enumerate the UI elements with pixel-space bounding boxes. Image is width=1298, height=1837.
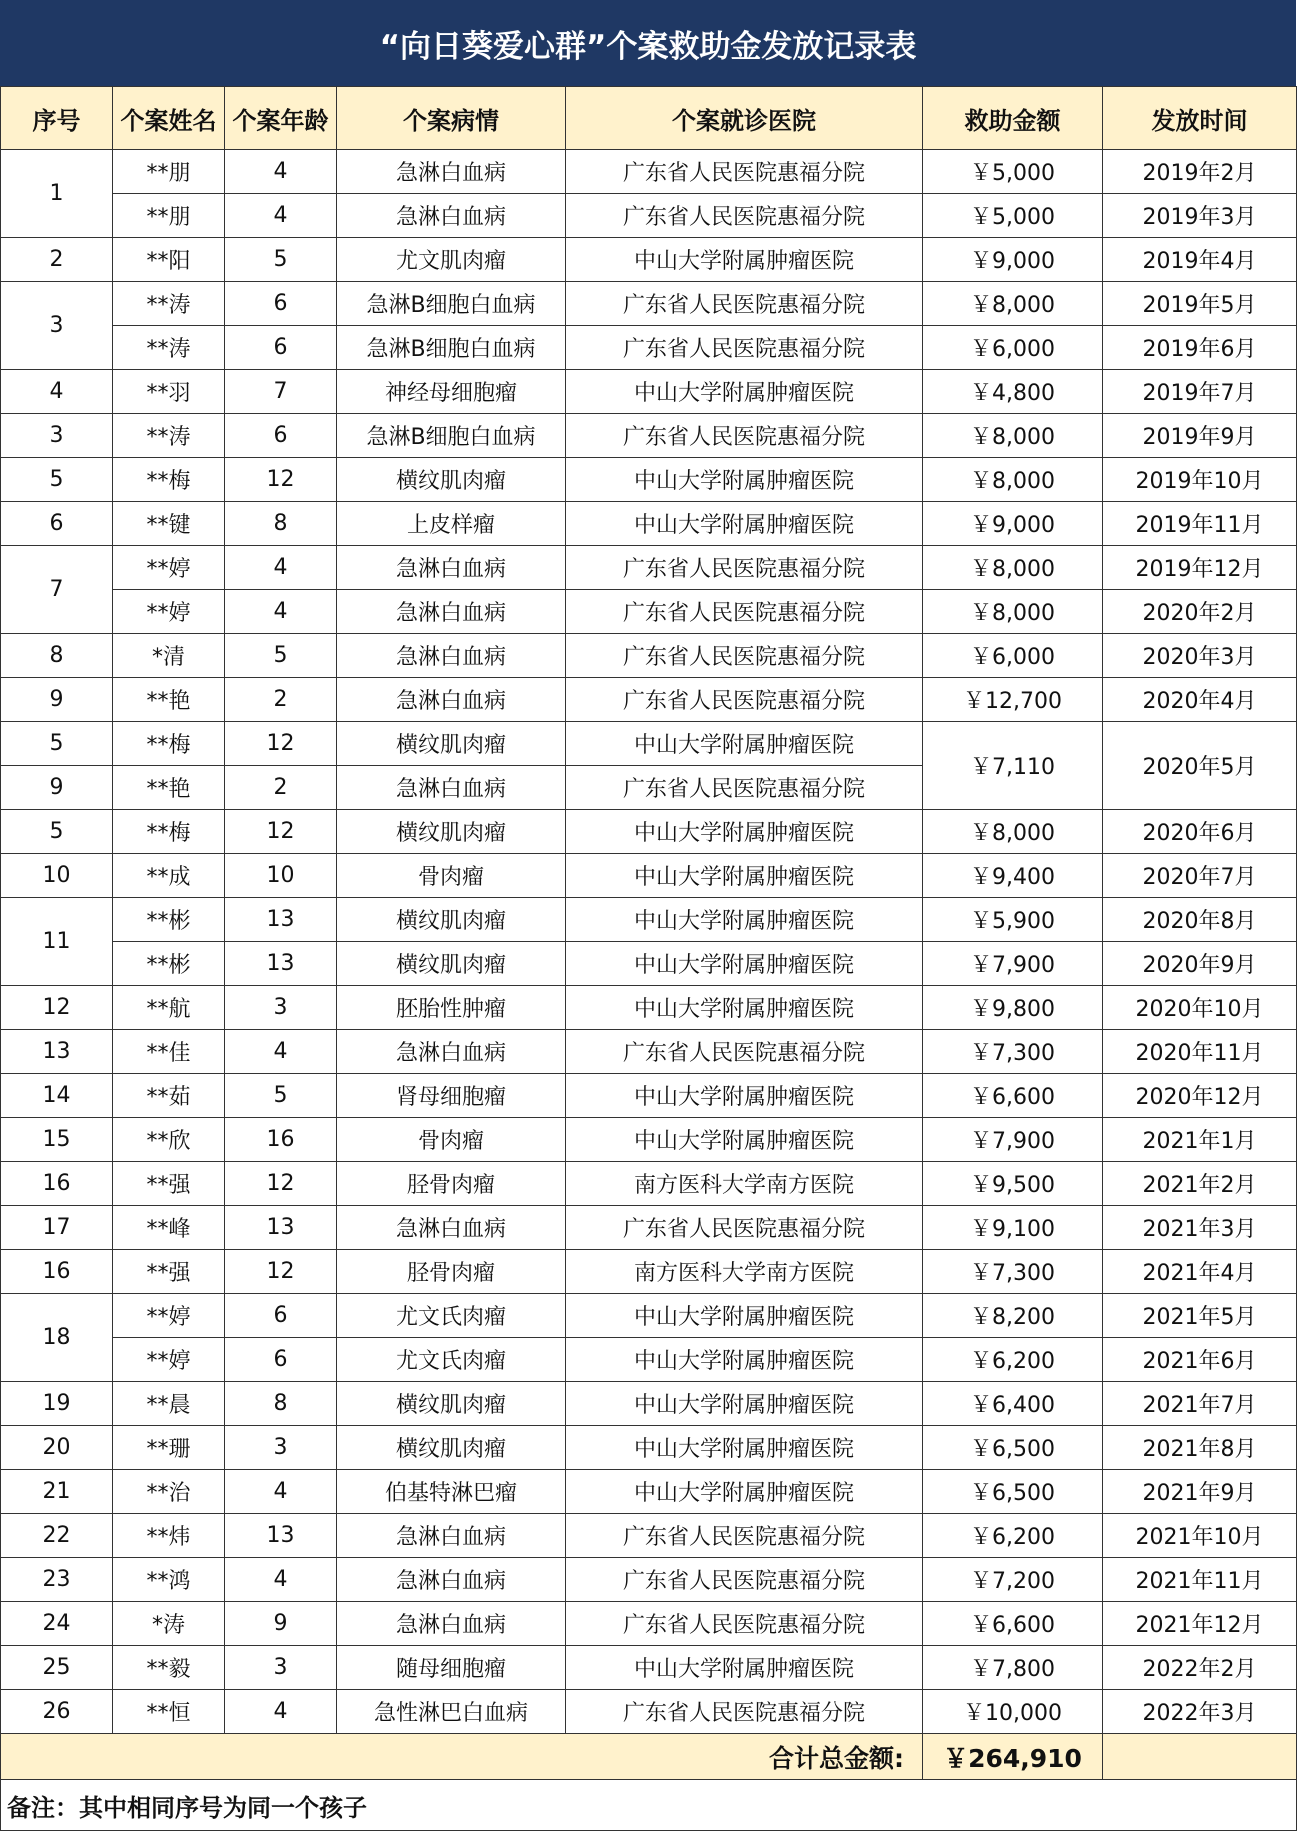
cell-name: **朋 [113,194,225,238]
table-row [1,1162,1297,1206]
cell-illness: 急淋白血病 [337,150,566,194]
cell-age: 4 [225,194,337,238]
cell-date: 2020年10月 [1103,986,1297,1030]
cell-seq: 13 [1,1030,113,1074]
cell-hospital: 广东省人民医院惠福分院 [566,1514,923,1558]
cell-illness: 骨肉瘤 [337,1118,566,1162]
cell-date: 2019年11月 [1103,502,1297,546]
table-row [1,1426,1297,1470]
cell-date: 2021年10月 [1103,1514,1297,1558]
table-row [1,898,1297,942]
cell-seq: 10 [1,854,113,898]
cell-date: 2021年2月 [1103,1162,1297,1206]
cell-age: 6 [225,414,337,458]
cell-date: 2020年9月 [1103,942,1297,986]
cell-illness: 急淋白血病 [337,546,566,590]
cell-illness: 急淋白血病 [337,678,566,722]
cell-date: 2019年12月 [1103,546,1297,590]
header-date: 发放时间 [1103,87,1297,150]
cell-age: 4 [225,590,337,634]
cell-illness: 急淋白血病 [337,1206,566,1250]
sheet-title: “向日葵爱心群”个案救助金发放记录表 [0,0,1296,86]
cell-age: 12 [225,1250,337,1294]
cell-seq: 8 [1,634,113,678]
cell-hospital: 中山大学附属肿瘤医院 [566,986,923,1030]
cell-date: 2019年3月 [1103,194,1297,238]
cell-illness: 急性淋巴白血病 [337,1690,566,1734]
cell-age: 9 [225,1602,337,1646]
cell-amount: ￥6,400 [923,1382,1103,1426]
cell-hospital: 广东省人民医院惠福分院 [566,1030,923,1074]
cell-illness: 伯基特淋巴瘤 [337,1470,566,1514]
cell-illness: 横纹肌肉瘤 [337,1426,566,1470]
cell-amount: ￥7,300 [923,1030,1103,1074]
cell-name: **治 [113,1470,225,1514]
cell-amount: ￥7,900 [923,942,1103,986]
table-row [1,546,1297,590]
table-row [1,458,1297,502]
cell-illness: 急淋白血病 [337,634,566,678]
cell-illness: 尤文氏肉瘤 [337,1294,566,1338]
cell-age: 16 [225,1118,337,1162]
cell-hospital: 广东省人民医院惠福分院 [566,766,923,810]
cell-hospital: 中山大学附属肿瘤医院 [566,370,923,414]
cell-seq: 9 [1,766,113,810]
cell-seq: 9 [1,678,113,722]
table-row [1,502,1297,546]
table-row [1,1206,1297,1250]
cell-hospital: 中山大学附属肿瘤医院 [566,854,923,898]
cell-date: 2019年5月 [1103,282,1297,326]
cell-amount: ￥6,600 [923,1074,1103,1118]
cell-hospital: 广东省人民医院惠福分院 [566,634,923,678]
cell-date: 2019年9月 [1103,414,1297,458]
cell-date: 2020年12月 [1103,1074,1297,1118]
header-row [1,87,1297,150]
footnote: 备注：其中相同序号为同一个孩子 [1,1780,1297,1831]
table-row [1,150,1297,194]
cell-hospital: 中山大学附属肿瘤医院 [566,1074,923,1118]
cell-seq: 25 [1,1646,113,1690]
table-row [1,370,1297,414]
header-hospital: 个案就诊医院 [566,87,923,150]
cell-illness: 横纹肌肉瘤 [337,810,566,854]
cell-name: **炜 [113,1514,225,1558]
table-row [1,634,1297,678]
cell-seq: 4 [1,370,113,414]
cell-age: 12 [225,458,337,502]
cell-name: **彬 [113,898,225,942]
cell-illness: 横纹肌肉瘤 [337,1382,566,1426]
cell-date: 2021年4月 [1103,1250,1297,1294]
cell-date: 2020年7月 [1103,854,1297,898]
cell-illness: 急淋白血病 [337,590,566,634]
table-row [1,1030,1297,1074]
cell-amount: ￥8,000 [923,546,1103,590]
header-seq: 序号 [1,87,113,150]
cell-name: **成 [113,854,225,898]
cell-amount: ￥9,400 [923,854,1103,898]
cell-amount: ￥8,000 [923,810,1103,854]
cell-illness: 神经母细胞瘤 [337,370,566,414]
cell-illness: 横纹肌肉瘤 [337,898,566,942]
cell-illness: 上皮样瘤 [337,502,566,546]
cell-amount: ￥9,000 [923,238,1103,282]
table-row [1,1558,1297,1602]
cell-seq: 1 [1,150,113,238]
cell-illness: 急淋白血病 [337,1030,566,1074]
cell-age: 8 [225,502,337,546]
table-row [1,1514,1297,1558]
cell-illness: 尤文肌肉瘤 [337,238,566,282]
cell-age: 5 [225,634,337,678]
cell-seq: 23 [1,1558,113,1602]
cell-seq: 24 [1,1602,113,1646]
cell-hospital: 广东省人民医院惠福分院 [566,1206,923,1250]
table-row [1,238,1297,282]
header-illness: 个案病情 [337,87,566,150]
cell-illness: 随母细胞瘤 [337,1646,566,1690]
table-row [1,1470,1297,1514]
cell-hospital: 中山大学附属肿瘤医院 [566,502,923,546]
cell-hospital: 广东省人民医院惠福分院 [566,546,923,590]
cell-seq: 18 [1,1294,113,1382]
cell-name: **涛 [113,282,225,326]
cell-date: 2019年4月 [1103,238,1297,282]
table-row [1,942,1297,986]
cell-hospital: 广东省人民医院惠福分院 [566,1602,923,1646]
cell-name: **晨 [113,1382,225,1426]
table-row [1,1690,1297,1734]
cell-age: 5 [225,1074,337,1118]
cell-illness: 尤文氏肉瘤 [337,1338,566,1382]
cell-amount: ￥8,200 [923,1294,1103,1338]
cell-name: **强 [113,1162,225,1206]
cell-date: 2020年6月 [1103,810,1297,854]
cell-age: 12 [225,722,337,766]
cell-illness: 急淋白血病 [337,1602,566,1646]
cell-date: 2021年12月 [1103,1602,1297,1646]
cell-illness: 胫骨肉瘤 [337,1250,566,1294]
cell-name: **梅 [113,722,225,766]
cell-hospital: 中山大学附属肿瘤医院 [566,1338,923,1382]
cell-date: 2019年2月 [1103,150,1297,194]
cell-amount: ￥9,000 [923,502,1103,546]
cell-seq: 16 [1,1162,113,1206]
cell-name: **峰 [113,1206,225,1250]
cell-illness: 急淋B细胞白血病 [337,414,566,458]
cell-amount: ￥7,200 [923,1558,1103,1602]
cell-illness: 横纹肌肉瘤 [337,458,566,502]
cell-amount: ￥8,000 [923,458,1103,502]
cell-hospital: 广东省人民医院惠福分院 [566,326,923,370]
cell-age: 6 [225,1338,337,1382]
cell-illness: 骨肉瘤 [337,854,566,898]
table-row [1,1646,1297,1690]
cell-amount: ￥12,700 [923,678,1103,722]
cell-hospital: 广东省人民医院惠福分院 [566,1690,923,1734]
cell-amount: ￥9,500 [923,1162,1103,1206]
cell-seq: 5 [1,722,113,766]
cell-name: **航 [113,986,225,1030]
cell-date: 2020年8月 [1103,898,1297,942]
cell-name: **艳 [113,766,225,810]
table-row [1,194,1297,238]
cell-date: 2022年2月 [1103,1646,1297,1690]
cell-name: **彬 [113,942,225,986]
cell-name: **梅 [113,810,225,854]
aid-record-table [0,86,1297,1831]
cell-amount: ￥7,300 [923,1250,1103,1294]
cell-date: 2021年1月 [1103,1118,1297,1162]
cell-seq: 12 [1,986,113,1030]
cell-amount: ￥5,900 [923,898,1103,942]
cell-illness: 急淋B细胞白血病 [337,326,566,370]
cell-hospital: 广东省人民医院惠福分院 [566,282,923,326]
cell-name: **羽 [113,370,225,414]
cell-age: 6 [225,326,337,370]
cell-date: 2021年8月 [1103,1426,1297,1470]
table-row [1,1338,1297,1382]
cell-name: **涛 [113,414,225,458]
cell-hospital: 中山大学附属肿瘤医院 [566,458,923,502]
cell-hospital: 广东省人民医院惠福分院 [566,1558,923,1602]
cell-date: 2020年5月 [1103,722,1297,810]
total-blank-cell [1103,1734,1297,1780]
cell-age: 5 [225,238,337,282]
cell-seq: 2 [1,238,113,282]
table-row [1,1602,1297,1646]
cell-name: *涛 [113,1602,225,1646]
cell-name: **涛 [113,326,225,370]
cell-amount: ￥7,110 [923,722,1103,810]
cell-age: 4 [225,150,337,194]
cell-hospital: 中山大学附属肿瘤医院 [566,942,923,986]
table-row [1,1250,1297,1294]
cell-illness: 横纹肌肉瘤 [337,942,566,986]
cell-illness: 急淋白血病 [337,766,566,810]
table-row [1,282,1297,326]
cell-age: 2 [225,766,337,810]
cell-seq: 6 [1,502,113,546]
cell-name: **珊 [113,1426,225,1470]
cell-age: 4 [225,1030,337,1074]
cell-name: **键 [113,502,225,546]
cell-name: **毅 [113,1646,225,1690]
cell-age: 3 [225,1646,337,1690]
cell-amount: ￥4,800 [923,370,1103,414]
cell-hospital: 中山大学附属肿瘤医院 [566,1646,923,1690]
cell-amount: ￥7,900 [923,1118,1103,1162]
cell-name: **佳 [113,1030,225,1074]
cell-seq: 5 [1,458,113,502]
cell-hospital: 中山大学附属肿瘤医院 [566,1426,923,1470]
cell-hospital: 南方医科大学南方医院 [566,1250,923,1294]
cell-age: 8 [225,1382,337,1426]
note-row [1,1780,1297,1831]
cell-age: 12 [225,1162,337,1206]
cell-illness: 急淋白血病 [337,1558,566,1602]
cell-age: 4 [225,1470,337,1514]
cell-name: **婷 [113,590,225,634]
table-row [1,810,1297,854]
cell-hospital: 广东省人民医院惠福分院 [566,678,923,722]
cell-illness: 急淋白血病 [337,194,566,238]
cell-age: 4 [225,546,337,590]
cell-name: **鸿 [113,1558,225,1602]
cell-amount: ￥8,000 [923,414,1103,458]
cell-age: 4 [225,1690,337,1734]
cell-seq: 21 [1,1470,113,1514]
cell-seq: 22 [1,1514,113,1558]
cell-name: **婷 [113,1294,225,1338]
cell-amount: ￥6,000 [923,634,1103,678]
header-age: 个案年龄 [225,87,337,150]
cell-age: 2 [225,678,337,722]
cell-seq: 20 [1,1426,113,1470]
cell-hospital: 中山大学附属肿瘤医院 [566,1382,923,1426]
cell-name: **阳 [113,238,225,282]
table-row [1,326,1297,370]
cell-age: 7 [225,370,337,414]
cell-name: **朋 [113,150,225,194]
cell-seq: 17 [1,1206,113,1250]
cell-amount: ￥6,600 [923,1602,1103,1646]
cell-hospital: 南方医科大学南方医院 [566,1162,923,1206]
cell-age: 10 [225,854,337,898]
cell-age: 13 [225,1514,337,1558]
cell-hospital: 中山大学附属肿瘤医院 [566,722,923,766]
cell-amount: ￥6,200 [923,1338,1103,1382]
table-row [1,1382,1297,1426]
cell-age: 13 [225,1206,337,1250]
header-name: 个案姓名 [113,87,225,150]
cell-amount: ￥7,800 [923,1646,1103,1690]
table-row [1,854,1297,898]
table-row [1,986,1297,1030]
table-row [1,678,1297,722]
cell-name: **强 [113,1250,225,1294]
cell-hospital: 中山大学附属肿瘤医院 [566,1118,923,1162]
cell-seq: 11 [1,898,113,986]
cell-hospital: 中山大学附属肿瘤医院 [566,1470,923,1514]
cell-amount: ￥6,500 [923,1426,1103,1470]
cell-seq: 16 [1,1250,113,1294]
cell-hospital: 广东省人民医院惠福分院 [566,414,923,458]
cell-age: 12 [225,810,337,854]
cell-seq: 14 [1,1074,113,1118]
cell-illness: 横纹肌肉瘤 [337,722,566,766]
cell-age: 6 [225,1294,337,1338]
cell-amount: ￥5,000 [923,194,1103,238]
total-row [1,1734,1297,1780]
cell-seq: 7 [1,546,113,634]
cell-amount: ￥9,800 [923,986,1103,1030]
cell-name: **婷 [113,1338,225,1382]
cell-illness: 胚胎性肿瘤 [337,986,566,1030]
cell-amount: ￥6,500 [923,1470,1103,1514]
cell-seq: 5 [1,810,113,854]
cell-seq: 15 [1,1118,113,1162]
cell-date: 2021年6月 [1103,1338,1297,1382]
cell-age: 6 [225,282,337,326]
cell-date: 2019年7月 [1103,370,1297,414]
table-body [1,150,1297,1734]
cell-age: 13 [225,942,337,986]
cell-hospital: 中山大学附属肿瘤医院 [566,238,923,282]
cell-date: 2020年3月 [1103,634,1297,678]
cell-illness: 胫骨肉瘤 [337,1162,566,1206]
cell-illness: 急淋白血病 [337,1514,566,1558]
cell-date: 2021年7月 [1103,1382,1297,1426]
cell-hospital: 中山大学附属肿瘤医院 [566,898,923,942]
cell-name: **婷 [113,546,225,590]
cell-amount: ￥5,000 [923,150,1103,194]
cell-seq: 3 [1,282,113,370]
cell-age: 13 [225,898,337,942]
cell-date: 2021年11月 [1103,1558,1297,1602]
cell-hospital: 广东省人民医院惠福分院 [566,194,923,238]
cell-name: **茹 [113,1074,225,1118]
cell-amount: ￥6,200 [923,1514,1103,1558]
cell-hospital: 广东省人民医院惠福分院 [566,150,923,194]
table-row [1,1074,1297,1118]
cell-date: 2020年11月 [1103,1030,1297,1074]
cell-date: 2019年6月 [1103,326,1297,370]
cell-date: 2021年9月 [1103,1470,1297,1514]
table-row [1,414,1297,458]
cell-amount: ￥6,000 [923,326,1103,370]
table-row [1,590,1297,634]
cell-name: **欣 [113,1118,225,1162]
total-label: 合计总金额: [1,1734,923,1780]
cell-amount: ￥8,000 [923,590,1103,634]
cell-illness: 肾母细胞瘤 [337,1074,566,1118]
cell-seq: 3 [1,414,113,458]
cell-age: 4 [225,1558,337,1602]
cell-amount: ￥10,000 [923,1690,1103,1734]
cell-date: 2020年4月 [1103,678,1297,722]
cell-hospital: 中山大学附属肿瘤医院 [566,810,923,854]
cell-name: **艳 [113,678,225,722]
total-amount: ￥264,910 [923,1734,1103,1780]
cell-seq: 19 [1,1382,113,1426]
cell-age: 3 [225,986,337,1030]
cell-amount: ￥8,000 [923,282,1103,326]
cell-hospital: 广东省人民医院惠福分院 [566,590,923,634]
cell-amount: ￥9,100 [923,1206,1103,1250]
cell-date: 2021年5月 [1103,1294,1297,1338]
cell-date: 2021年3月 [1103,1206,1297,1250]
cell-name: *清 [113,634,225,678]
table-row [1,722,1297,766]
cell-illness: 急淋B细胞白血病 [337,282,566,326]
header-amount: 救助金额 [923,87,1103,150]
table-row [1,1118,1297,1162]
cell-age: 3 [225,1426,337,1470]
table-row [1,1294,1297,1338]
cell-name: **恒 [113,1690,225,1734]
cell-seq: 26 [1,1690,113,1734]
cell-hospital: 中山大学附属肿瘤医院 [566,1294,923,1338]
cell-date: 2019年10月 [1103,458,1297,502]
cell-name: **梅 [113,458,225,502]
cell-date: 2020年2月 [1103,590,1297,634]
cell-date: 2022年3月 [1103,1690,1297,1734]
